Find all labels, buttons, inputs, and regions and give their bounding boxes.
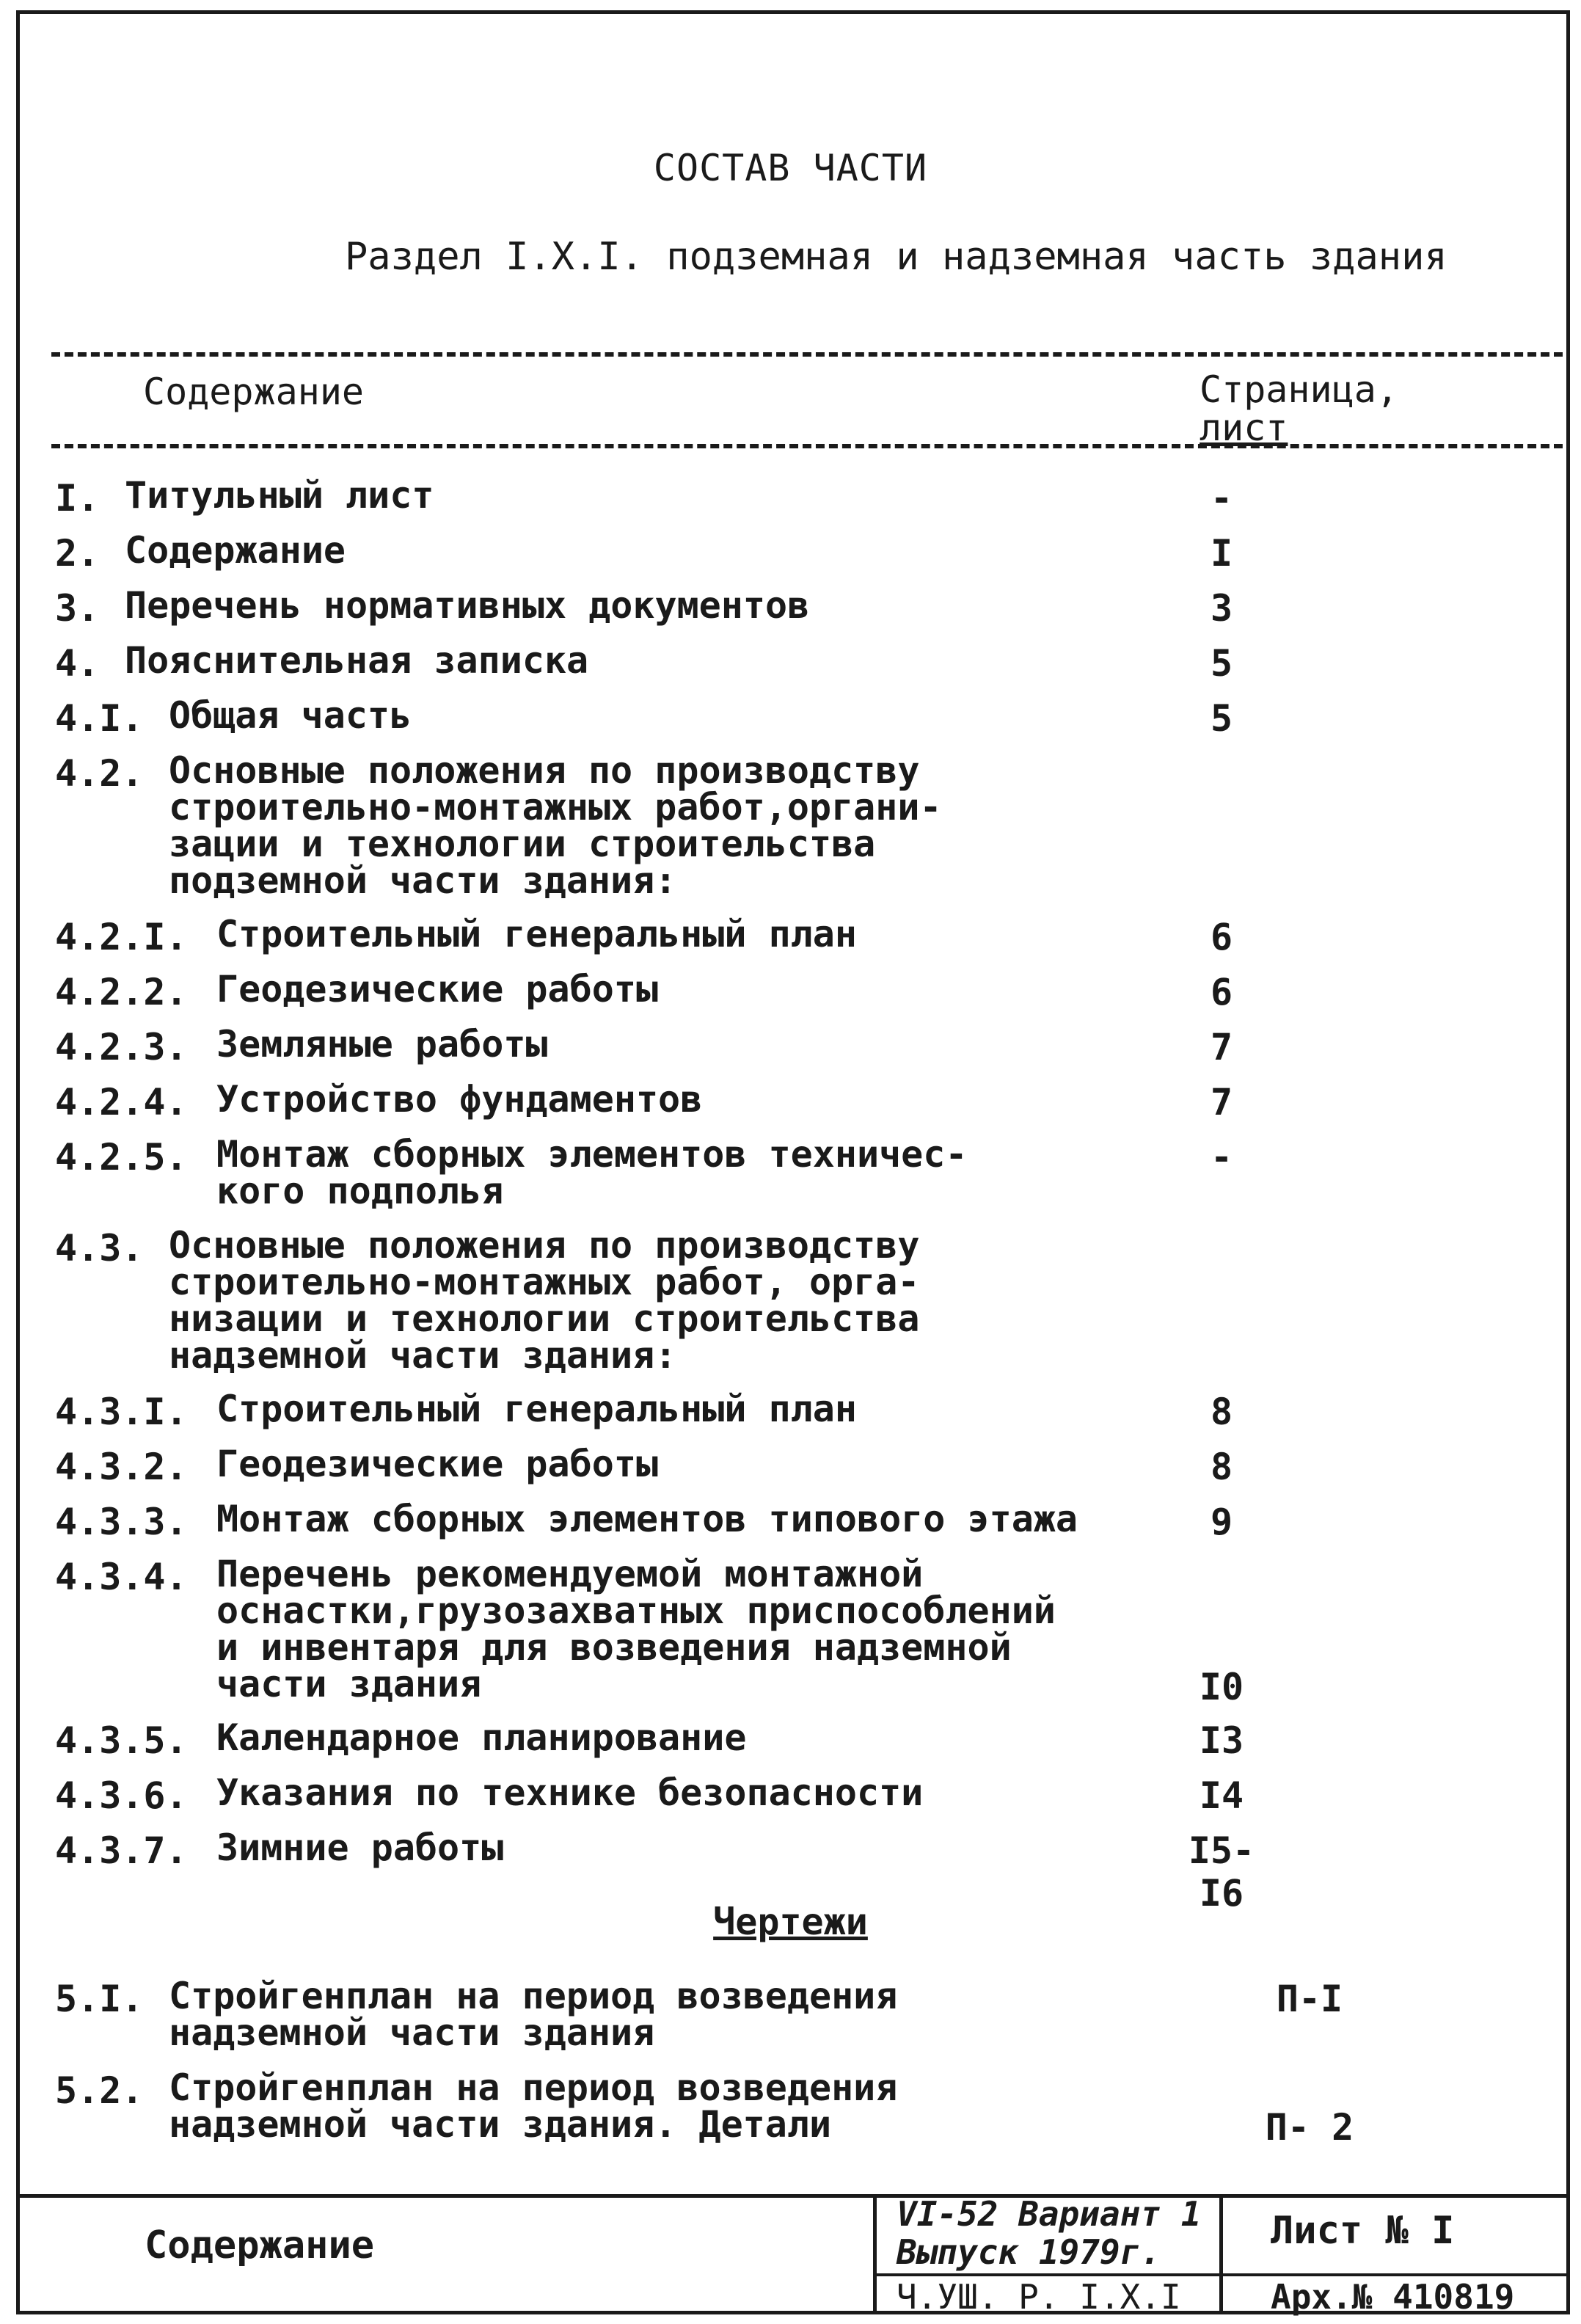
section-heading: Раздел I.X.I. подземная и надземная часть здания [345, 235, 1447, 279]
drawing-sheet: П-I [1276, 1978, 1343, 2020]
item-page: 5 [1210, 697, 1233, 740]
item-number: 4.2.I. [55, 916, 188, 958]
drawing-sheet: П- 2 [1265, 2106, 1354, 2149]
item-page: 5 [1210, 642, 1233, 685]
item-number: 4.3. [55, 1227, 144, 1270]
drawings-heading: Чертежи [713, 1901, 868, 1943]
item-number: 4.2.3. [55, 1026, 188, 1068]
item-number: 4.2.2. [55, 971, 188, 1013]
document-title: СОСТАВ ЧАСТИ [653, 147, 928, 189]
drawing-text: Стройгенплан на период возведения надземной части здания. Детали [169, 2066, 898, 2146]
item-number: 4. [55, 642, 100, 685]
item-page: - [1210, 1136, 1233, 1179]
header-top-divider [51, 352, 1563, 357]
title-block-code-line3: Ч.УШ. Р. I.X.I [897, 2277, 1181, 2317]
item-page: - [1210, 477, 1233, 520]
item-text: Календарное планирование [216, 1716, 747, 1759]
title-block-archive: Арх.№ 410819 [1271, 2277, 1515, 2317]
title-block-inner-line [873, 2273, 1570, 2276]
item-text: Основные положения по производству строительно-монтажных работ, орга- низации и технологии строительства надземной части здания: [169, 1224, 920, 1377]
item-text: Общая часть [169, 694, 412, 737]
item-number: 4.3.5. [55, 1719, 188, 1762]
item-text: Перечень рекомендуемой монтажной оснастки,грузозахватных приспособлений и инвентаря для возведения надземной части здания [216, 1553, 1056, 1705]
title-block-title: Содержание [145, 2223, 375, 2267]
item-number: I. [55, 477, 100, 520]
item-text: Геодезические работы [216, 1443, 659, 1485]
item-text: Указания по технике безопасности [216, 1771, 924, 1814]
item-text: Устройство фундаментов [216, 1078, 703, 1121]
item-number: 4.I. [55, 697, 144, 740]
item-text: Строительный генеральный план [216, 1388, 857, 1430]
item-number: 4.3.7. [55, 1829, 188, 1872]
item-number: 4.2.4. [55, 1081, 188, 1123]
item-number: 2. [55, 532, 100, 575]
item-text: Земляные работы [216, 1023, 548, 1066]
item-number: 4.2. [55, 752, 144, 795]
item-number: 4.3.6. [55, 1774, 188, 1817]
item-page: I3 [1199, 1719, 1244, 1762]
item-page: I4 [1199, 1774, 1244, 1817]
item-text: Пояснительная записка [125, 639, 589, 682]
item-page: 7 [1210, 1081, 1233, 1123]
item-text: Монтаж сборных элементов типового этажа [216, 1498, 1078, 1540]
title-block-divider-2 [1219, 2194, 1223, 2314]
item-number: 4.3.I. [55, 1391, 188, 1433]
header-bottom-divider [51, 444, 1563, 448]
header-content-label: Содержание [143, 371, 365, 413]
item-text: Монтаж сборных элементов техничес- кого подполья [216, 1133, 968, 1212]
drawing-number: 5.2. [55, 2069, 144, 2112]
item-text: Основные положения по производству строительно-монтажных работ,органи- зации и технологии строительства подземной части здания: [169, 749, 942, 902]
item-page: 3 [1210, 587, 1233, 630]
title-block-code-line1: VI-52 Вариант 1 [897, 2194, 1202, 2234]
title-block [16, 2194, 1570, 2317]
header-page-line1: Страница, [1200, 368, 1398, 411]
drawing-text: Стройгенплан на период возведения надземной части здания [169, 1975, 898, 2054]
item-text: Зимние работы [216, 1826, 504, 1869]
item-page: I5-I6 [1188, 1829, 1255, 1915]
item-text: Геодезические работы [216, 968, 659, 1010]
header-page-line2: лист [1200, 407, 1288, 449]
item-page: 8 [1210, 1391, 1233, 1433]
item-page: 9 [1210, 1501, 1233, 1543]
item-text: Строительный генеральный план [216, 913, 857, 955]
item-number: 4.2.5. [55, 1136, 188, 1179]
title-block-top-line [16, 2194, 1570, 2198]
header-page-label [1200, 368, 1398, 449]
item-number: 4.3.3. [55, 1501, 188, 1543]
item-number: 4.3.2. [55, 1446, 188, 1488]
item-page: 7 [1210, 1026, 1233, 1068]
title-block-code-line2: Выпуск 1979г. [897, 2232, 1161, 2272]
item-number: 3. [55, 587, 100, 630]
item-text: Перечень нормативных документов [125, 584, 810, 627]
item-page: 6 [1210, 916, 1233, 958]
item-number: 4.3.4. [55, 1556, 188, 1598]
drawing-number: 5.I. [55, 1978, 144, 2020]
title-block-divider-1 [873, 2194, 877, 2314]
item-page: I0 [1199, 1666, 1244, 1708]
item-page: 6 [1210, 971, 1233, 1013]
item-text: Титульный лист [125, 474, 434, 517]
item-page: 8 [1210, 1446, 1233, 1488]
title-block-sheet: Лист № I [1271, 2209, 1455, 2253]
item-text: Содержание [125, 529, 346, 572]
item-page: I [1210, 532, 1233, 575]
